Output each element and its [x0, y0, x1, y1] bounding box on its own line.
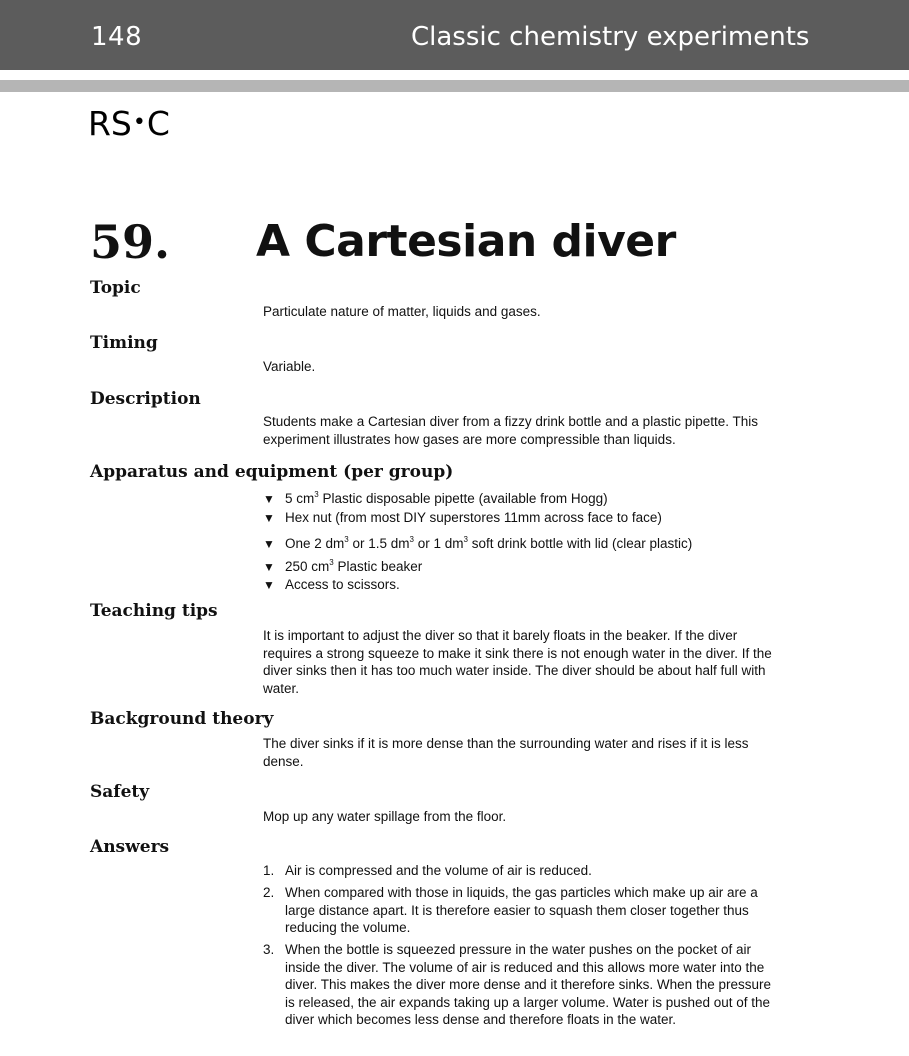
section-label-teaching-tips: Teaching tips	[90, 601, 218, 621]
section-label-description: Description	[90, 389, 201, 409]
section-label-answers: Answers	[90, 837, 170, 857]
logo-dot: •	[132, 110, 146, 135]
answer-text: When compared with those in liquids, the gas particles which make up air are a large distance apart. It is therefore easier to squash them closer together thus reducing the volume.	[285, 885, 758, 935]
logo-left: RS	[88, 104, 132, 143]
safety-text: Mop up any water spillage from the floor.	[263, 809, 507, 824]
answer-item	[263, 862, 783, 880]
teaching-tips-text: It is important to adjust the diver so that it barely floats in the beaker. If the diver requires a strong squeeze to make it sink there is not enough water in the diver. If the diver sinks then it has too much water inside. The diver should be about half full with water.	[263, 628, 772, 696]
answer-text: When the bottle is squeezed pressure in the water pushes on the pocket of air inside the diver. The volume of air is reduced and this allows more water into the diver. This makes the diver more dense and it therefore sinks. When the pressure is released, the air expands taking up a larger volume. Water is pushed out of the diver which becomes less dense and therefore floats in the water.	[285, 942, 771, 1027]
answer-number: 2.	[263, 885, 275, 900]
apparatus-item	[263, 554, 692, 577]
timing-text: Variable.	[263, 359, 316, 374]
answer-text: Air is compressed and the volume of air is reduced.	[285, 863, 592, 878]
apparatus-item	[263, 509, 692, 532]
apparatus-item	[263, 531, 692, 554]
header-divider	[0, 80, 909, 92]
answer-item	[263, 884, 783, 937]
experiment-number: 59.	[90, 215, 171, 269]
apparatus-item	[263, 486, 692, 509]
page-number: 148	[91, 22, 143, 52]
apparatus-item-text: 250 $cm^3$ Plastic beaker	[285, 557, 423, 574]
answer-number: 1.	[263, 863, 275, 878]
section-label-topic: Topic	[90, 278, 141, 298]
answers-list	[263, 862, 783, 1033]
rsc-logo	[88, 104, 170, 149]
section-label-background-theory: Background theory	[90, 709, 274, 729]
apparatus-list	[263, 486, 692, 599]
apparatus-item	[263, 576, 692, 599]
page-header-bar	[0, 0, 909, 70]
answer-number: 3.	[263, 942, 275, 957]
section-label-apparatus: Apparatus and equipment (per group)	[90, 462, 454, 482]
triangle-bullet-icon: ▼	[263, 537, 275, 551]
triangle-bullet-icon: ▼	[263, 578, 275, 592]
apparatus-item-text: 5 $cm^3$ Plastic disposable pipette (available from Hogg)	[285, 490, 608, 506]
triangle-bullet-icon: ▼	[263, 510, 275, 525]
triangle-bullet-icon: ▼	[263, 559, 275, 574]
topic-text: Particulate nature of matter, liquids and gases.	[263, 304, 541, 319]
experiment-title: A Cartesian diver	[256, 216, 676, 267]
section-label-safety: Safety	[90, 782, 150, 802]
triangle-bullet-icon: ▼	[263, 492, 275, 506]
description-text: Students make a Cartesian diver from a fizzy drink bottle and a plastic pipette. This experiment illustrates how gases are more compressible than liquids.	[263, 414, 758, 447]
answer-item	[263, 941, 783, 1029]
section-label-timing: Timing	[90, 333, 158, 353]
apparatus-item-text: Hex nut (from most DIY superstores 11mm across face to face)	[285, 509, 662, 525]
logo-right: C	[146, 104, 170, 143]
apparatus-item-text: One 2 $dm^3$ or 1.5 $dm^3$ or 1 $dm^3$ soft drink bottle with lid (clear plastic)	[285, 535, 693, 551]
running-title: Classic chemistry experiments	[411, 22, 810, 52]
background-theory-text: The diver sinks if it is more dense than the surrounding water and rises if it is less dense.	[263, 736, 749, 769]
apparatus-item-text: Access to scissors.	[285, 577, 400, 592]
